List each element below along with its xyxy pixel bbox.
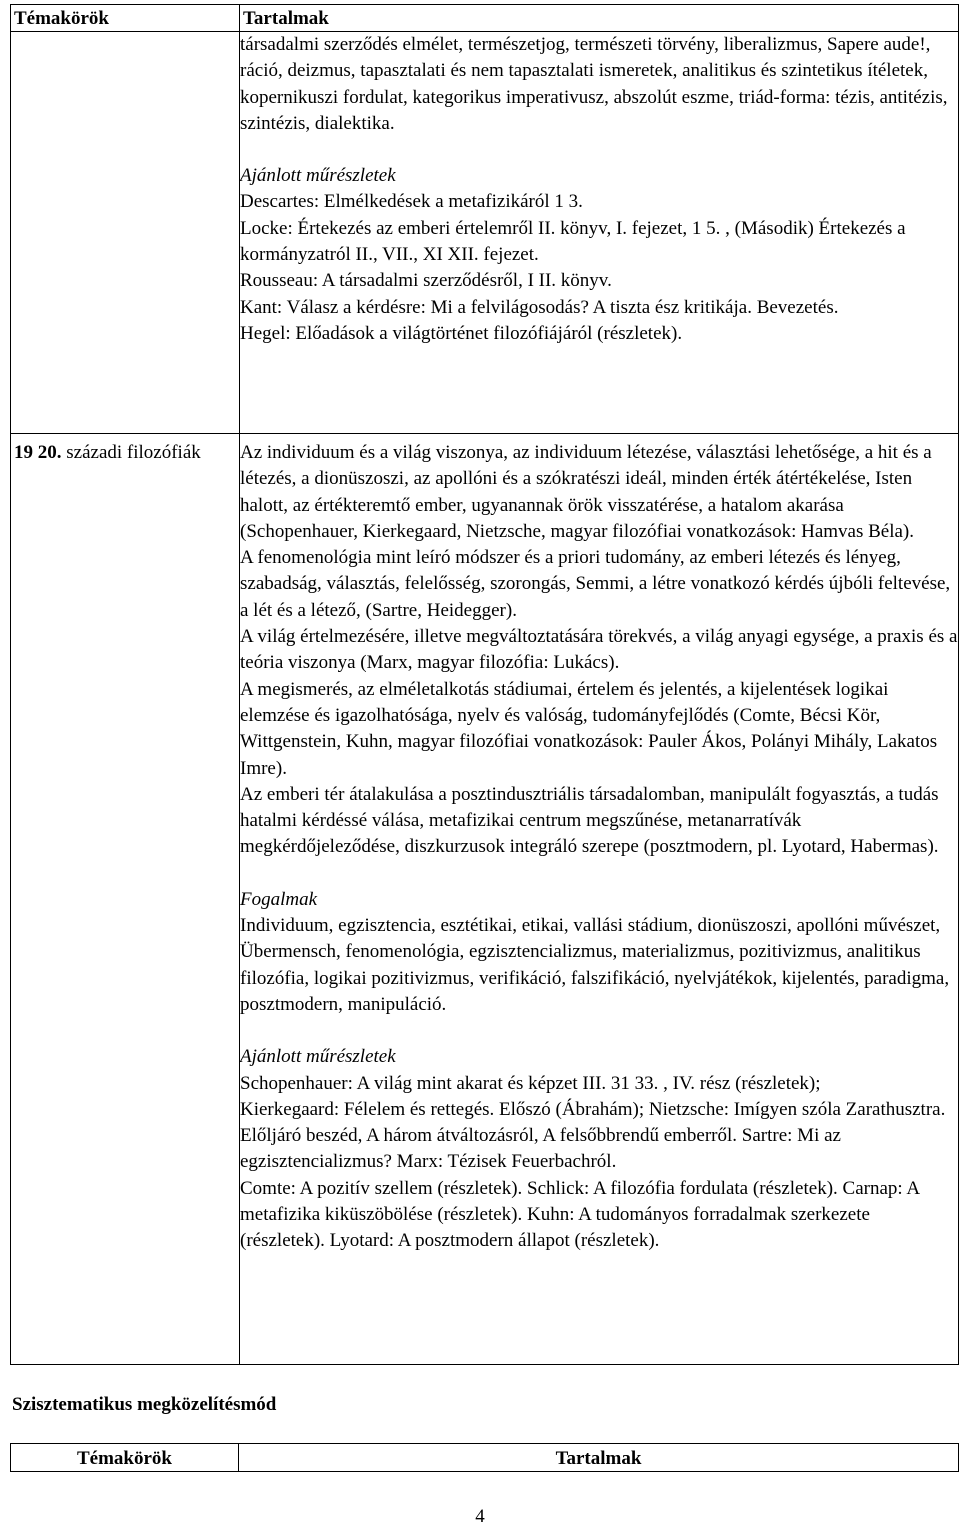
row2-topic-text: századi filozófiák: [61, 442, 201, 463]
row1-topic-cell: [11, 32, 240, 434]
row2-paragraph: Az individuum és a világ viszonya, az individuum létezése, választási lehetősége, a hit és a létezés, a dionüszoszi, az apollóni és a szókratészi ideál, minden érték átértékelése, Isten halott, az értékteremtő ember, ugyanannak örök visszatérése, a hatalom akarása (Schopenhauer, Kierkegaard, Nietzsche, magyar filozófiai vonatkozások: Hamvas Béla).: [240, 442, 932, 542]
row1-excerpt-title: Ajánlott műrészletek: [240, 165, 396, 187]
row2-excerpt-title: Ajánlott műrészletek: [240, 1046, 396, 1068]
row2-topic-cell: [11, 434, 240, 1365]
row2-concepts: Individuum, egzisztencia, esztétikai, etikai, vallási stádium, dionüszoszi, apollóni művészet, Übermensch, fenomenológia, egzisztencializmus, materializmus, pozitivizmus, analitikus filozófia, logikai pozitivizmus, verifikáció, falszifikáció, nyelvjátékok, kijelentés, paradigma, posztmodern, manipuláció.: [240, 915, 950, 1015]
row1-excerpt: Kant: Válasz a kérdésre: Mi a felvilágosodás? A tiszta ész kritikája. Bevezetés.: [240, 296, 839, 318]
header-contents: Tartalmak: [240, 5, 959, 32]
row2-excerpt: Comte: A pozitív szellem (részletek). Schlick: A filozófia fordulata (részletek). Carnap: A metafizika kiküszöbölése (részletek). Kuhn: A tudományos forradalmak szerkezete (részletek). Lyotard: A posztmodern állapot (részletek).: [240, 1177, 920, 1252]
row1-paragraph: társadalmi szerződés elmélet, természetjog, természeti törvény, liberalizmus, Sapere aude!, ráció, deizmus, tapasztalati és nem tapasztalati ismeretek, analitikus és szintetikus ítéletek, kopernikuszi fordulat, kategorikus imperativusz, abszolút eszme, triád-forma: tézis, antitézis, szintézis, dialektika.: [240, 34, 948, 134]
header-topics: Témakörök: [11, 1444, 239, 1472]
row2-excerpt: Schopenhauer: A világ mint akarat és képzet III. 31 33. , IV. rész (részletek);: [240, 1072, 821, 1094]
header-topics: Témakörök: [11, 5, 240, 32]
table-row: [11, 434, 959, 1365]
row1-excerpt: Locke: Értekezés az emberi értelemről II. könyv, I. fejezet, 1 5. , (Második) Értekezés a kormányzatról II., VII., XI XII. fejezet.: [240, 217, 906, 266]
table-header-row: [11, 1444, 959, 1472]
curriculum-table-2: [10, 1443, 959, 1472]
row2-topic-bold: 19 20.: [14, 442, 62, 463]
header-contents: Tartalmak: [239, 1444, 959, 1472]
row2-excerpt: Kierkegaard: Félelem és rettegés. Előszó (Ábrahám); Nietzsche: Imígyen szóla Zarathusztra. Előljáró beszéd, A három átváltozásról, A felsőbbrendű emberről. Sartre: Mi az egzisztencializmus? Marx: Tézisek Feuerbachról.: [240, 1098, 946, 1173]
row2-paragraph: A fenomenológia mint leíró módszer és a priori tudomány, az emberi létezés és lényeg, szabadság, választás, felelősség, szorongás, Semmi, a létre vonatkozó kérdés újbóli feltevése, a lét és a létező, (Sartre, Heidegger).: [240, 547, 951, 621]
row1-excerpt: Rousseau: A társadalmi szerződésről, I II. könyv.: [240, 270, 612, 292]
row2-paragraph: A világ értelmezésére, illetve megváltoztatására törekvés, a világ anyagi egysége, a praxis és a teória viszonya (Marx, magyar filozófia: Lukács).: [240, 626, 958, 674]
row2-paragraph: A megismerés, az elméletalkotás stádiumai, értelem és jelentés, a kijelentések logikai elemzése és igazolhatósága, nyelv és valóság, tudományfejlődés (Comte, Bécsi Kör, Wittgenstein, Kuhn, magyar filozófiai vonatkozások: Pauler Ákos, Polányi Mihály, Lakatos Imre).: [240, 678, 938, 779]
row2-paragraph: Az emberi tér átalakulása a posztindusztriális társadalomban, manipulált fogyasztás, a tudás hatalmi kérdéssé válása, metafizikai centrum megszűnése, metanarratívák megkérdőjeleződése, diszkurzusok integráló szerepe (posztmodern, pl. Lyotard, Habermas).: [240, 783, 939, 858]
row2-content-cell: [240, 434, 959, 1365]
row1-content-cell: [240, 32, 959, 434]
section-title: Szisztematikus megközelítésmód: [12, 1394, 277, 1415]
table-row: [11, 32, 959, 434]
curriculum-table: [10, 4, 959, 1365]
table-header-row: [11, 5, 959, 32]
row1-excerpt: Hegel: Előadások a világtörténet filozófiájáról (részletek).: [240, 322, 683, 344]
row2-concepts-title: Fogalmak: [240, 888, 318, 910]
row1-excerpt: Descartes: Elmélkedések a metafizikáról 1 3.: [240, 191, 583, 213]
page-number: 4: [475, 1506, 485, 1527]
